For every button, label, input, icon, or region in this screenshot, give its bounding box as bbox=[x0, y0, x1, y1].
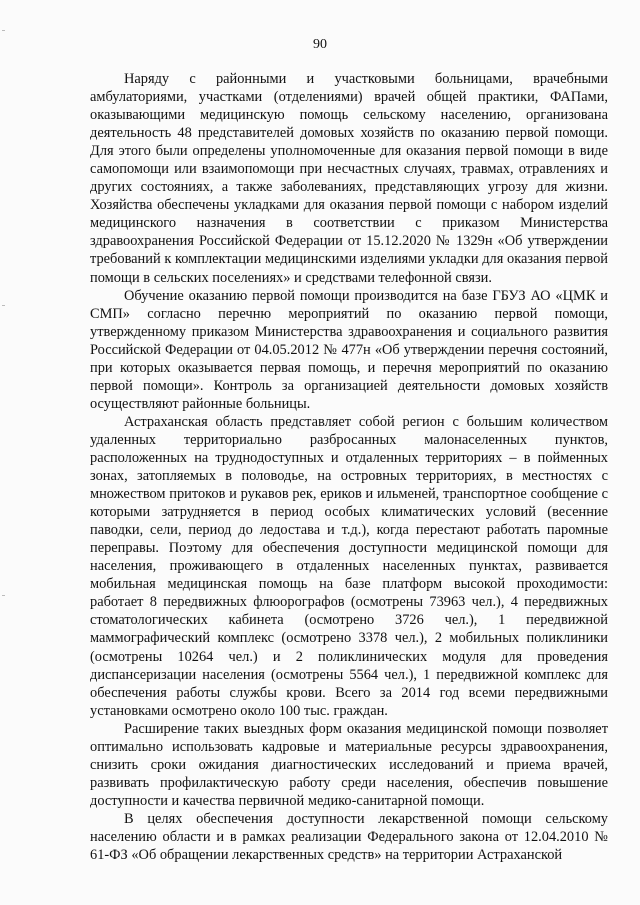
paragraph-outreach-benefits: Расширение таких выездных форм оказания медицинской помощи позволяет оптимально использовать кадровые и материальные ресурсы здравоохранения, снизить сроки ожидания диагностических исследований и приема врачей, развивать профилактическую работу среди населения, обеспечив повышение доступности и качества первичной медико-санитарной помощи. bbox=[90, 720, 608, 809]
paragraph-mobile-medical-care: Астраханская область представляет собой регион с большим количеством удаленных территориально разбросанных малонаселенных пунктов, расположенных на труднодоступных и отдаленных территориях – в пойменных зонах, затопляемых в половодье, на островных территориях, в местностях с множеством притоков и рукавов рек, ериков и ильменей, транспортное сообщение с которыми затрудняется в период особых климатических условий (весенние паводки, сели, период до ледостава и т.д.), когда перестают работать паромные переправы. Поэтому для обеспечения доступности медицинской помощи для населения, проживающего в отдаленных населенных пунктах, развивается мобильная медицинская помощь на базе платформ высокой проходимости: работает 8 передвижных флюорографов (осмотрены 73963 чел.), 4 передвижных стоматологических кабинета (осмотрено 3726 чел.), 1 передвижной маммографический комплекс (осмотрено 3378 чел.), 2 мобильных поликлиники (осмотрены 10264 чел.) и 2 поликлинических модуля для проведения диспансеризации населения (осмотрены 5564 чел.), 1 передвижной комплекс для обеспечения работы службы крови. Всего за 2014 год всеми передвижными установками осмотрено около 100 тыс. граждан. bbox=[90, 413, 608, 719]
paragraph-first-aid-training: Обучение оказанию первой помощи производится на базе ГБУЗ АО «ЦМК и СМП» согласно перечню мероприятий по оказанию первой помощи, утвержденному приказом Министерства здравоохранения и социального развития Российской Федерации от 04.05.2012 № 477н «Об утверждении перечня состояний, при которых оказывается первая помощь, и перечня мероприятий по оказанию первой помощи». Контроль за организацией деятельности домовых хозяйств осуществляют районные больницы. bbox=[90, 287, 608, 412]
scan-edge-mark bbox=[2, 305, 5, 306]
body-text bbox=[90, 70, 608, 864]
paragraph-drug-availability: В целях обеспечения доступности лекарственной помощи сельскому населению области и в рамках реализации Федерального закона от 12.04.2010 № 61-ФЗ «Об обращении лекарственных средств» на территории Астраханской bbox=[90, 810, 608, 864]
page-number: 90 bbox=[313, 37, 327, 52]
paragraph-household-first-aid: Наряду с районными и участковыми больницами, врачебными амбулаториями, участками (отделениями) врачей общей практики, ФАПами, оказывающими медицинскую помощь сельскому населению, организована деятельность 48 представителей домовых хозяйств по оказанию первой помощи. Для этого были определены уполномоченные для оказания первой помощи в виде самопомощи или взаимопомощи при несчастных случаях, травмах, отравлениях и других состояниях, а также заболеваниях, представляющих угрозу для жизни. Хозяйства обеспечены укладками для оказания первой помощи с набором изделий медицинского назначения в соответствии с приказом Министерства здравоохранения Российской Федерации от 15.12.2020 № 1329н «Об утверждении требований к комплектации медицинскими изделиями укладки для оказания первой помощи в сельских поселениях» и средствами телефонной связи. bbox=[90, 71, 608, 286]
scan-edge-mark bbox=[2, 595, 5, 596]
scan-edge-mark bbox=[2, 30, 5, 31]
